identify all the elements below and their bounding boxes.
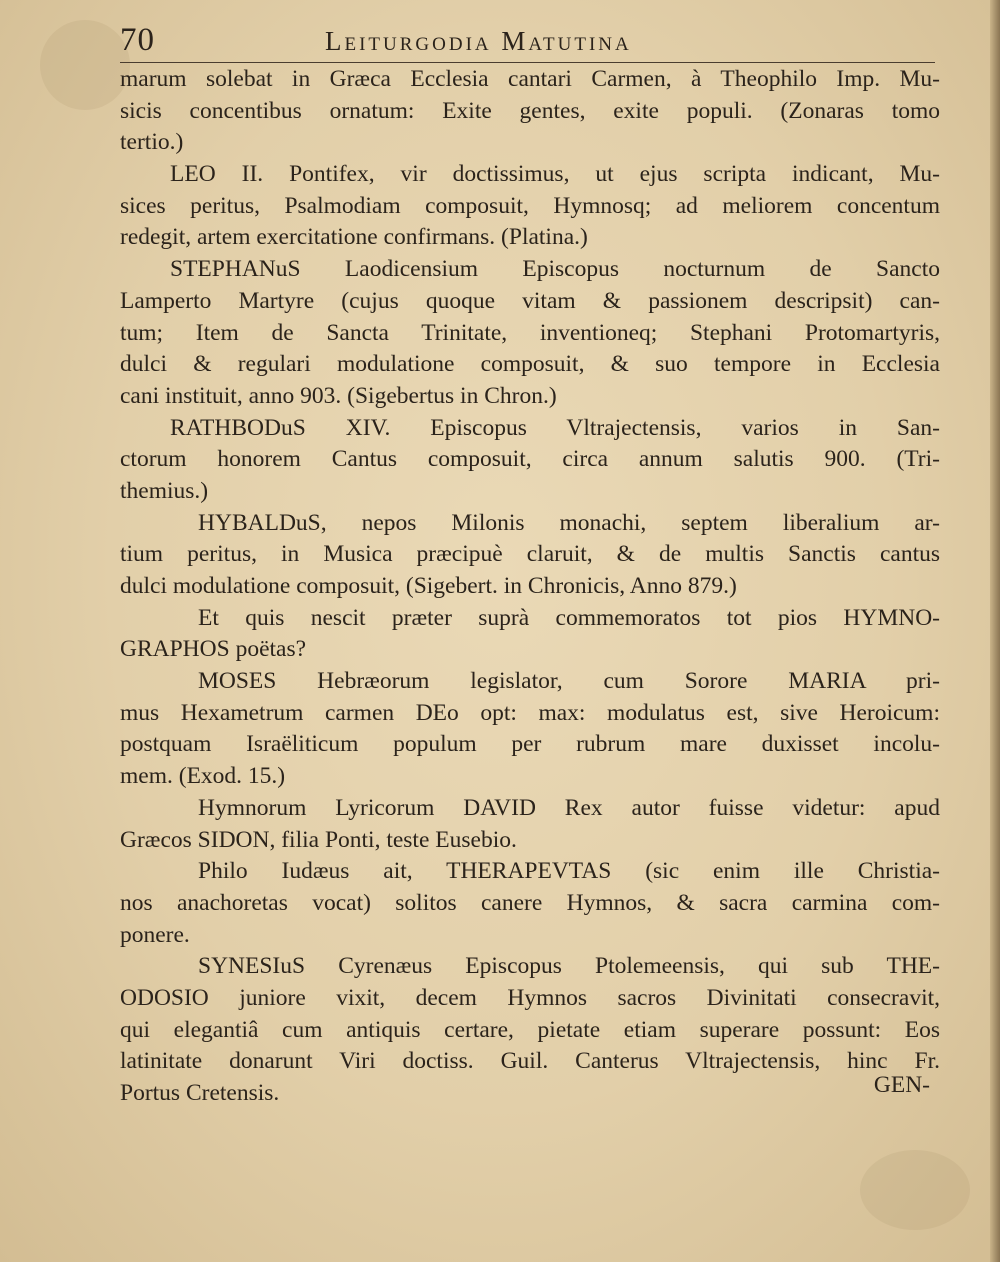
- text-line: dulci modulatione composuit, (Sigebert. in Chronicis, Anno 879.): [120, 573, 737, 599]
- text-line: ponere.: [120, 921, 190, 948]
- text-line: Et quis nescit præter suprà commemoratos tot pios HYMNO-: [198, 604, 940, 631]
- text-line: ctorum honorem Cantus composuit, circa annum salutis 900. (Tri-: [120, 446, 940, 473]
- text-line: RATHBODuS XIV. Episcopus Vltrajectensis, varios in San-: [170, 414, 940, 441]
- text-line: postquam Israëliticum populum per rubrum mare duxisset incolu-: [120, 731, 940, 758]
- header-rule: [120, 62, 935, 63]
- running-head: Leiturgodia Matutina: [325, 26, 632, 56]
- text-line: MOSES Hebræorum legislator, cum Sorore MARIA pri-: [198, 668, 940, 695]
- text-line: Portus Cretensis.: [120, 1080, 280, 1106]
- page-header: [120, 22, 940, 62]
- text-line: mus Hexametrum carmen DEo opt: max: modulatus est, sive Heroicum:: [120, 699, 940, 726]
- page-edge: [990, 0, 1000, 1262]
- text-line: GRAPHOS poëtas?: [120, 636, 307, 663]
- text-line: Lamperto Martyre (cujus quoque vitam & passionem descripsit) can-: [120, 287, 940, 314]
- text-line: Hymnorum Lyricorum DAVID Rex autor fuisse videtur: apud: [198, 794, 940, 821]
- text-line: themius.): [120, 477, 209, 504]
- text-line: nos anachoretas vocat) solitos canere Hymnos, & sacra carmina com-: [120, 889, 940, 916]
- paper-stain: [860, 1150, 970, 1230]
- text-line: STEPHANuS Laodicensium Episcopus nocturnum de Sancto: [170, 256, 940, 283]
- text-line: Græcos SIDON, filia Ponti, teste Eusebio.: [120, 826, 517, 853]
- text-line: LEO II. Pontifex, vir doctissimus, ut ejus scripta indicant, Mu-: [170, 161, 940, 188]
- text-line: tum; Item de Sancta Trinitate, inventioneq; Stephani Protomartyris,: [120, 319, 940, 346]
- text-line: ODOSIO juniore vixit, decem Hymnos sacros Divinitati consecravit,: [120, 984, 940, 1011]
- body-text: [120, 64, 940, 1110]
- text-line: marum solebat in Græca Ecclesia cantari Carmen, à Theophilo Imp. Mu-: [120, 66, 940, 92]
- text-line: cani instituit, anno 903. (Sigebertus in Chron.): [120, 382, 557, 409]
- text-line: redegit, artem exercitatione confirmans. (Platina.): [120, 224, 588, 251]
- text-line: Philo Iudæus ait, THERAPEVTAS (sic enim ille Christia-: [198, 858, 940, 885]
- text-line: sices peritus, Psalmodiam composuit, Hymnosq; ad meliorem concentum: [120, 192, 940, 219]
- text-line: dulci & regulari modulatione composuit, & suo tempore in Ecclesia: [120, 351, 940, 378]
- text-line: qui elegantiâ cum antiquis certare, pietate etiam superare possunt: Eos: [120, 1016, 940, 1043]
- text-line: tertio.): [120, 129, 184, 156]
- text-line: mem. (Exod. 15.): [120, 763, 286, 790]
- paper-stain: [40, 20, 130, 110]
- page-number: 70: [120, 22, 155, 58]
- text-line: SYNESIuS Cyrenæus Episcopus Ptolemeensis, qui sub THE-: [198, 953, 940, 980]
- text-line: latinitate donarunt Viri doctiss. Guil. Canterus Vltrajectensis, hinc Fr.: [120, 1048, 940, 1075]
- text-line: sicis concentibus ornatum: Exite gentes, exite populi. (Zonaras tomo: [120, 97, 940, 124]
- text-line: HYBALDuS, nepos Milonis monachi, septem liberalium ar-: [198, 509, 940, 536]
- text-line: tium peritus, in Musica præcipuè claruit, & de multis Sanctis cantus: [120, 541, 940, 568]
- catchword: GEN-: [873, 1072, 930, 1098]
